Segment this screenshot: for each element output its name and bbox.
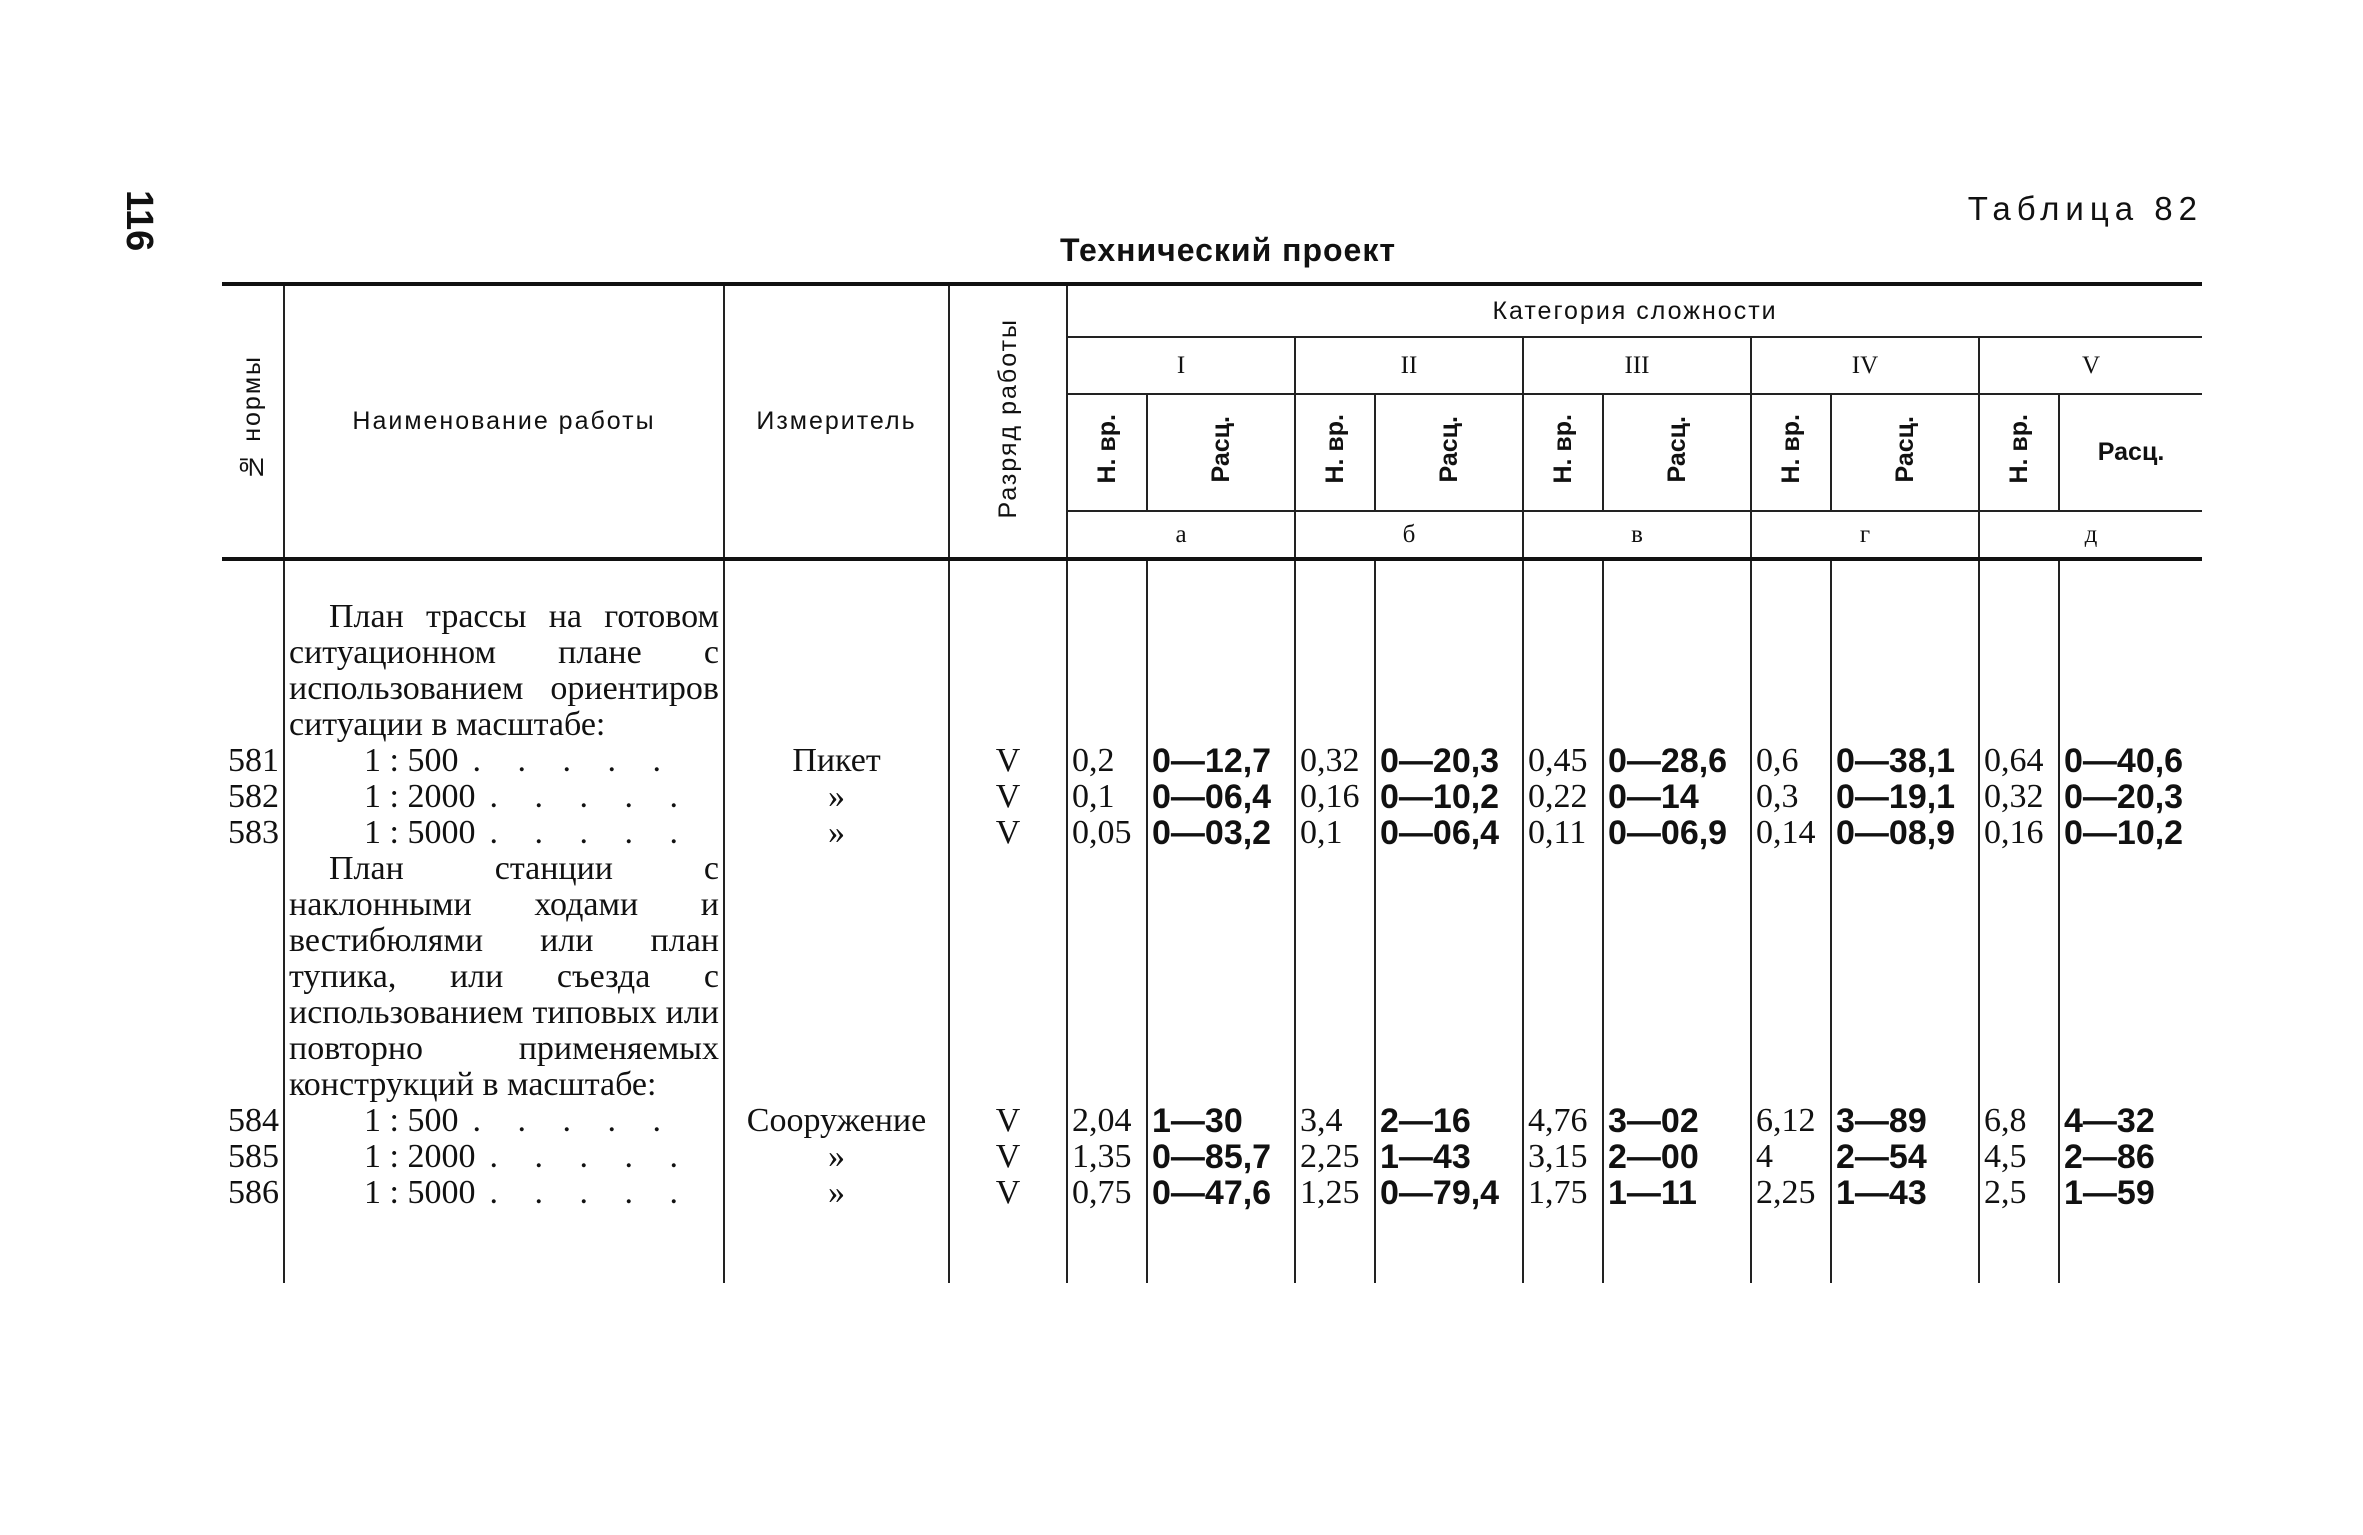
scale-line <box>289 1103 719 1139</box>
unit-value: » <box>828 1174 845 1211</box>
time-column <box>1523 561 1603 1283</box>
work-description: План трассы на готовом ситуационном плане с использованием ориентиров ситуации в масштабе: <box>289 598 719 743</box>
grade-value: V <box>995 1174 1021 1211</box>
time-value: 3,15 <box>1528 1138 1588 1175</box>
norm-number: 583 <box>228 814 279 851</box>
unit-value: » <box>828 1138 845 1175</box>
rate-value: 2—86 <box>2064 1138 2155 1176</box>
scale-line <box>289 815 719 851</box>
work-name-column <box>284 561 724 1283</box>
rate-value: 0—19,1 <box>1836 778 1956 816</box>
rate-value: 0—06,9 <box>1608 814 1728 852</box>
leader-dots: . . . . . <box>489 1138 692 1175</box>
scale-line <box>289 743 719 779</box>
time-value: 1,35 <box>1072 1138 1132 1175</box>
rate-value: 0—14 <box>1608 778 1699 816</box>
rate-column <box>1147 561 1295 1283</box>
rate-column <box>2059 561 2202 1283</box>
time-value: 3,4 <box>1300 1102 1343 1139</box>
rate-column <box>1375 561 1523 1283</box>
scale-line <box>289 1175 719 1211</box>
header-rate: Расц. <box>1375 394 1523 511</box>
rate-value: 2—00 <box>1608 1138 1699 1176</box>
rate-value: 0—08,9 <box>1836 814 1956 852</box>
header-category-3: III <box>1523 337 1751 394</box>
time-value: 0,64 <box>1984 742 2044 779</box>
header-letter-a: а <box>1067 511 1295 559</box>
grade-value: V <box>995 1102 1021 1139</box>
time-value: 0,32 <box>1984 778 2044 815</box>
time-column <box>1751 561 1831 1283</box>
grade-value: V <box>995 814 1021 851</box>
scale-value: 1 : 500 <box>364 742 459 779</box>
header-letter-d: д <box>1979 511 2202 559</box>
rate-column <box>1603 561 1751 1283</box>
rate-value: 0—38,1 <box>1836 742 1956 780</box>
leader-dots: . . . . . <box>489 778 692 815</box>
rate-value: 0—79,4 <box>1380 1174 1500 1212</box>
norm-number: 584 <box>228 1102 279 1139</box>
time-value: 4 <box>1756 1138 1773 1175</box>
header-category-1: I <box>1067 337 1295 394</box>
unit-value: Пикет <box>792 742 881 779</box>
time-value: 1,75 <box>1528 1174 1588 1211</box>
scale-value: 1 : 2000 <box>364 1138 476 1175</box>
scale-value: 1 : 500 <box>364 1102 459 1139</box>
rate-value: 0—12,7 <box>1152 742 1272 780</box>
time-value: 0,16 <box>1300 778 1360 815</box>
leader-dots: . . . . . <box>472 1102 675 1139</box>
rate-value: 2—54 <box>1836 1138 1927 1176</box>
norm-no-column <box>222 561 284 1283</box>
header-rate: Расц. <box>1603 394 1751 511</box>
header-category-4: IV <box>1751 337 1979 394</box>
rate-value: 3—02 <box>1608 1102 1699 1140</box>
rate-value: 0—28,6 <box>1608 742 1728 780</box>
header-unit: Измеритель <box>724 284 949 559</box>
unit-value: » <box>828 778 845 815</box>
page-number: 116 <box>118 190 160 252</box>
header-time: Н. вр. <box>1523 394 1603 511</box>
time-column <box>1979 561 2059 1283</box>
header-category-5: V <box>1979 337 2202 394</box>
rate-value: 0—85,7 <box>1152 1138 1272 1176</box>
leader-dots: . . . . . <box>489 1174 692 1211</box>
rate-value: 0—20,3 <box>2064 778 2184 816</box>
grade-value: V <box>995 1138 1021 1175</box>
table-title: Технический проект <box>1060 232 1397 268</box>
table-header <box>222 284 2202 559</box>
grade-value: V <box>995 778 1021 815</box>
time-value: 0,1 <box>1072 778 1115 815</box>
rate-value: 0—10,2 <box>1380 778 1500 816</box>
header-letter-b: б <box>1295 511 1523 559</box>
header-time: Н. вр. <box>1751 394 1831 511</box>
time-value: 0,2 <box>1072 742 1115 779</box>
scale-line <box>289 1139 719 1175</box>
header-rate: Расц. <box>1147 394 1295 511</box>
leader-dots: . . . . . <box>472 742 675 779</box>
rate-value: 0—20,3 <box>1380 742 1500 780</box>
scale-line <box>289 779 719 815</box>
time-value: 6,12 <box>1756 1102 1816 1139</box>
time-column <box>1067 561 1147 1283</box>
header-rate: Расц. <box>2059 394 2202 511</box>
work-description: План станции с наклонными ходами и вестибюлями или план тупика, или съезда с использованием типовых или повторно применяемых конструкций в масштабе: <box>289 850 719 1103</box>
unit-value: » <box>828 814 845 851</box>
header-time: Н. вр. <box>1979 394 2059 511</box>
rate-value: 0—10,2 <box>2064 814 2184 852</box>
time-value: 0,45 <box>1528 742 1588 779</box>
unit-column <box>724 561 949 1283</box>
norm-number: 581 <box>228 742 279 779</box>
header-rate: Расц. <box>1831 394 1979 511</box>
time-value: 2,25 <box>1756 1174 1816 1211</box>
time-value: 0,11 <box>1528 814 1587 851</box>
grade-value: V <box>995 742 1021 779</box>
time-value: 4,76 <box>1528 1102 1588 1139</box>
rate-value: 1—11 <box>1608 1174 1697 1212</box>
time-value: 0,1 <box>1300 814 1343 851</box>
time-value: 0,75 <box>1072 1174 1132 1211</box>
header-grade: Разряд работы <box>949 284 1067 559</box>
time-value: 0,3 <box>1756 778 1799 815</box>
norm-number: 582 <box>228 778 279 815</box>
table-body <box>222 561 2202 1283</box>
rate-value: 0—06,4 <box>1380 814 1500 852</box>
time-value: 2,5 <box>1984 1174 2027 1211</box>
time-value: 1,25 <box>1300 1174 1360 1211</box>
header-category: Категория сложности <box>1067 284 2202 337</box>
grade-column <box>949 561 1067 1283</box>
scale-value: 1 : 5000 <box>364 814 476 851</box>
table-label: Таблица 82 <box>1967 190 2203 227</box>
rate-value: 0—47,6 <box>1152 1174 1272 1212</box>
header-work-name: Наименование работы <box>284 284 724 559</box>
rate-value: 0—03,2 <box>1152 814 1272 852</box>
table-row <box>222 561 2202 1283</box>
unit-value: Сооружение <box>746 1102 927 1139</box>
time-value: 4,5 <box>1984 1138 2027 1175</box>
norm-number: 586 <box>228 1174 279 1211</box>
time-value: 0,14 <box>1756 814 1816 851</box>
time-value: 0,32 <box>1300 742 1360 779</box>
rate-value: 3—89 <box>1836 1102 1927 1140</box>
rate-value: 1—43 <box>1836 1174 1927 1212</box>
rate-column <box>1831 561 1979 1283</box>
norm-number: 585 <box>228 1138 279 1175</box>
time-value: 0,05 <box>1072 814 1132 851</box>
time-column <box>1295 561 1375 1283</box>
header-letter-v: в <box>1523 511 1751 559</box>
rate-value: 1—30 <box>1152 1102 1243 1140</box>
time-value: 0,16 <box>1984 814 2044 851</box>
scale-value: 1 : 2000 <box>364 778 476 815</box>
rate-value: 1—59 <box>2064 1174 2155 1212</box>
time-value: 2,04 <box>1072 1102 1132 1139</box>
time-value: 0,22 <box>1528 778 1588 815</box>
rate-value: 4—32 <box>2064 1102 2155 1140</box>
time-value: 0,6 <box>1756 742 1799 779</box>
rate-value: 0—40,6 <box>2064 742 2184 780</box>
scale-value: 1 : 5000 <box>364 1174 476 1211</box>
header-norm-no: № нормы <box>222 284 284 559</box>
header-category-2: II <box>1295 337 1523 394</box>
norms-table <box>222 282 2202 1283</box>
time-value: 2,25 <box>1300 1138 1360 1175</box>
header-time: Н. вр. <box>1295 394 1375 511</box>
rate-value: 1—43 <box>1380 1138 1471 1176</box>
header-time: Н. вр. <box>1067 394 1147 511</box>
header-letter-g: г <box>1751 511 1979 559</box>
leader-dots: . . . . . <box>489 814 692 851</box>
time-value: 6,8 <box>1984 1102 2027 1139</box>
rate-value: 2—16 <box>1380 1102 1471 1140</box>
rate-value: 0—06,4 <box>1152 778 1272 816</box>
